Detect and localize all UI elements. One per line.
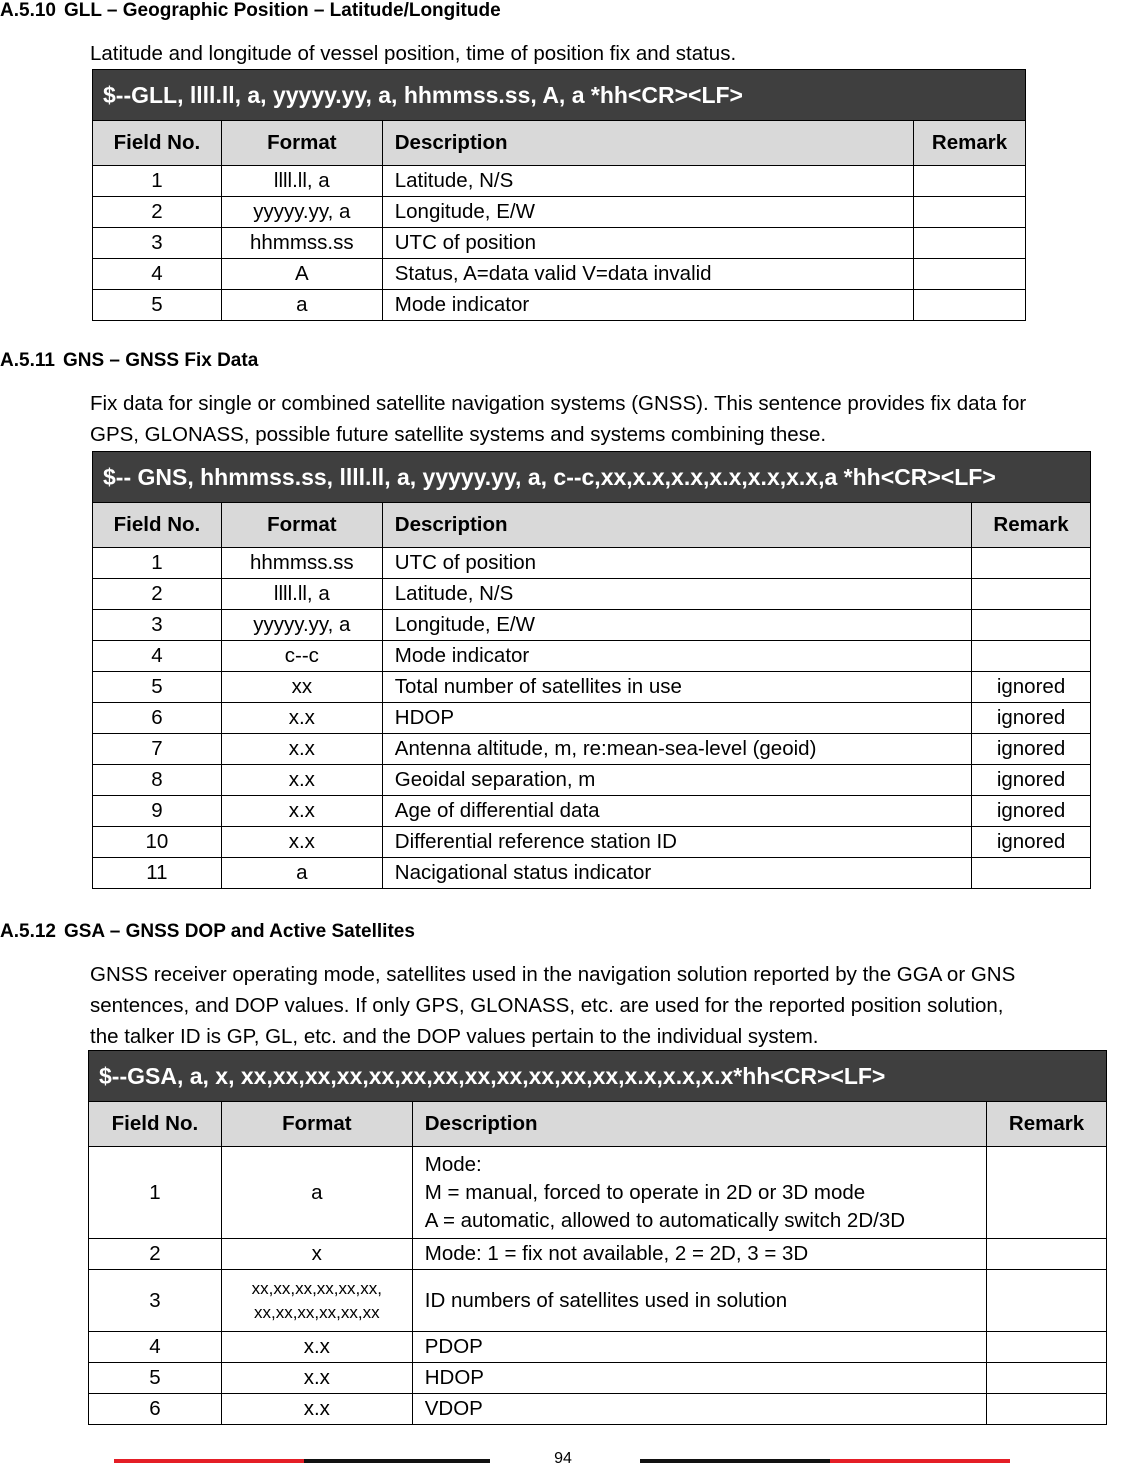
format-line: xx,xx,xx,xx,xx,xx, — [251, 1278, 382, 1298]
description: Latitude, N/S — [382, 166, 913, 197]
remark: ignored — [972, 765, 1091, 796]
description: Mode indicator — [382, 641, 971, 672]
field-no: 3 — [93, 610, 222, 641]
format: x.x — [221, 1394, 412, 1425]
field-no: 2 — [93, 579, 222, 610]
format: x.x — [221, 734, 382, 765]
section-heading-gll — [0, 0, 501, 22]
description: Age of differential data — [382, 796, 971, 827]
remark: ignored — [972, 703, 1091, 734]
field-no: 9 — [93, 796, 222, 827]
description: Longitude, E/W — [382, 197, 913, 228]
column-header-format: Format — [221, 121, 382, 166]
format: x.x — [221, 796, 382, 827]
description: Mode: 1 = fix not available, 2 = 2D, 3 = 3D — [412, 1239, 986, 1270]
table-row — [93, 548, 1091, 579]
field-no: 6 — [89, 1394, 222, 1425]
remark: ignored — [972, 796, 1091, 827]
remark — [914, 290, 1026, 321]
description: UTC of position — [382, 228, 913, 259]
remark — [914, 197, 1026, 228]
field-no: 3 — [89, 1270, 222, 1332]
format: a — [221, 1147, 412, 1239]
description: Geoidal separation, m — [382, 765, 971, 796]
section-number: A.5.12 — [0, 921, 56, 942]
remark — [972, 548, 1091, 579]
table-row — [93, 858, 1091, 889]
format: x.x — [221, 703, 382, 734]
description: Total number of satellites in use — [382, 672, 971, 703]
footer-rule-red-left — [114, 1459, 304, 1463]
remark — [987, 1270, 1107, 1332]
section-number: A.5.11 — [0, 350, 55, 371]
column-header-format: Format — [221, 503, 382, 548]
table-row — [89, 1363, 1107, 1394]
table-row — [93, 290, 1026, 321]
description: ID numbers of satellites used in solution — [412, 1270, 986, 1332]
gns-field-table — [92, 451, 1091, 889]
remark — [914, 166, 1026, 197]
remark — [972, 858, 1091, 889]
format: x.x — [221, 1363, 412, 1394]
description: HDOP — [412, 1363, 986, 1394]
format: c--c — [221, 641, 382, 672]
column-header-description: Description — [412, 1102, 986, 1147]
gll-field-table — [92, 69, 1026, 321]
column-header-field: Field No. — [93, 503, 222, 548]
description: Antenna altitude, m, re:mean-sea-level (geoid) — [382, 734, 971, 765]
field-no: 4 — [93, 259, 222, 290]
column-header-description: Description — [382, 121, 913, 166]
field-no: 6 — [93, 703, 222, 734]
description: Mode indicator — [382, 290, 913, 321]
field-no: 1 — [93, 548, 222, 579]
footer-rule-red-right — [830, 1459, 1010, 1463]
remark — [987, 1147, 1107, 1239]
format — [221, 1270, 412, 1332]
format: a — [221, 858, 382, 889]
table-row — [93, 641, 1091, 672]
intro-line: GNSS receiver operating mode, satellites used in the navigation solution reported by the GGA or GNS — [90, 963, 1016, 986]
footer-rule-black-left — [304, 1459, 490, 1463]
table-row — [89, 1239, 1107, 1270]
remark: ignored — [972, 672, 1091, 703]
field-no: 10 — [93, 827, 222, 858]
description-line: Mode: — [424, 1152, 482, 1176]
gsa-field-table — [88, 1050, 1107, 1425]
field-no: 1 — [89, 1147, 222, 1239]
section-title: GNS – GNSS Fix Data — [62, 350, 259, 371]
table-row — [93, 610, 1091, 641]
remark — [972, 641, 1091, 672]
section-intro: Latitude and longitude of vessel position, time of position fix and status. — [90, 42, 737, 65]
format: a — [221, 290, 382, 321]
column-header-remark: Remark — [914, 121, 1026, 166]
column-header-remark: Remark — [987, 1102, 1107, 1147]
format: llll.ll, a — [221, 579, 382, 610]
description: UTC of position — [382, 548, 971, 579]
format: x — [221, 1239, 412, 1270]
table-row — [89, 1394, 1107, 1425]
table-row — [93, 703, 1091, 734]
format: hhmmss.ss — [221, 548, 382, 579]
column-header-field: Field No. — [93, 121, 222, 166]
section-intro — [90, 388, 1026, 450]
section-intro — [90, 959, 1015, 1052]
field-no: 5 — [89, 1363, 222, 1394]
description: Status, A=data valid V=data invalid — [382, 259, 913, 290]
format-line: xx,xx,xx,xx,xx,xx — [253, 1302, 380, 1322]
footer-rule-black-right — [640, 1459, 830, 1463]
field-no: 8 — [93, 765, 222, 796]
column-header-field: Field No. — [89, 1102, 222, 1147]
remark — [972, 610, 1091, 641]
field-no: 4 — [93, 641, 222, 672]
field-no: 2 — [89, 1239, 222, 1270]
sentence-format: $--GSA, a, x, xx,xx,xx,xx,xx,xx,xx,xx,xx,xx,xx,xx,x.x,x.x,x.x*hh<CR><LF> — [89, 1051, 1107, 1102]
description: Longitude, E/W — [382, 610, 971, 641]
remark — [987, 1332, 1107, 1363]
table-row — [93, 259, 1026, 290]
table-row — [93, 765, 1091, 796]
format: A — [221, 259, 382, 290]
field-no: 1 — [93, 166, 222, 197]
sentence-format: $-- GNS, hhmmss.ss, llll.ll, a, yyyyy.yy, a, c--c,xx,x.x,x.x,x.x,x.x,x.x,a *hh<CR><LF> — [93, 452, 1091, 503]
description-line: M = manual, forced to operate in 2D or 3D mode — [424, 1180, 866, 1204]
format: xx — [221, 672, 382, 703]
field-no: 5 — [93, 672, 222, 703]
remark — [987, 1363, 1107, 1394]
section-number: A.5.10 — [0, 0, 56, 21]
table-row — [93, 228, 1026, 259]
remark: ignored — [972, 734, 1091, 765]
description: Latitude, N/S — [382, 579, 971, 610]
table-row — [93, 197, 1026, 228]
column-header-remark: Remark — [972, 503, 1091, 548]
intro-line: the talker ID is GP, GL, etc. and the DOP values pertain to the individual system. — [90, 1025, 819, 1048]
table-row — [93, 796, 1091, 827]
description-line: A = automatic, allowed to automatically switch 2D/3D — [424, 1208, 906, 1232]
table-row — [89, 1147, 1107, 1239]
intro-line: GPS, GLONASS, possible future satellite systems and systems combining these. — [90, 423, 827, 446]
field-no: 3 — [93, 228, 222, 259]
format: yyyyy.yy, a — [221, 610, 382, 641]
table-row — [93, 166, 1026, 197]
description: VDOP — [412, 1394, 986, 1425]
field-no: 5 — [93, 290, 222, 321]
table-row — [89, 1270, 1107, 1332]
format: x.x — [221, 1332, 412, 1363]
table-row — [93, 734, 1091, 765]
format: x.x — [221, 765, 382, 796]
sentence-format: $--GLL, llll.ll, a, yyyyy.yy, a, hhmmss.ss, A, a *hh<CR><LF> — [93, 70, 1026, 121]
table-row — [93, 579, 1091, 610]
remark — [972, 579, 1091, 610]
column-header-format: Format — [221, 1102, 412, 1147]
table-row — [93, 672, 1091, 703]
column-header-description: Description — [382, 503, 971, 548]
table-row — [93, 827, 1091, 858]
description: HDOP — [382, 703, 971, 734]
section-heading-gns — [0, 350, 258, 372]
format: x.x — [221, 827, 382, 858]
format: hhmmss.ss — [221, 228, 382, 259]
page-number: 94 — [554, 1450, 572, 1467]
remark — [987, 1394, 1107, 1425]
intro-line: sentences, and DOP values. If only GPS, GLONASS, etc. are used for the reported position solution, — [90, 994, 1004, 1017]
field-no: 2 — [93, 197, 222, 228]
field-no: 7 — [93, 734, 222, 765]
remark — [987, 1239, 1107, 1270]
section-heading-gsa — [0, 921, 415, 943]
description: PDOP — [412, 1332, 986, 1363]
format: yyyyy.yy, a — [221, 197, 382, 228]
section-title: GLL – Geographic Position – Latitude/Longitude — [63, 0, 501, 21]
description: Differential reference station ID — [382, 827, 971, 858]
field-no: 11 — [93, 858, 222, 889]
remark — [914, 259, 1026, 290]
remark — [914, 228, 1026, 259]
field-no: 4 — [89, 1332, 222, 1363]
format: llll.ll, a — [221, 166, 382, 197]
remark: ignored — [972, 827, 1091, 858]
intro-line: Fix data for single or combined satellite navigation systems (GNSS). This sentence provides fix data for — [90, 392, 1027, 415]
section-title: GSA – GNSS DOP and Active Satellites — [63, 921, 415, 942]
description — [412, 1147, 986, 1239]
description: Nacigational status indicator — [382, 858, 971, 889]
table-row — [89, 1332, 1107, 1363]
